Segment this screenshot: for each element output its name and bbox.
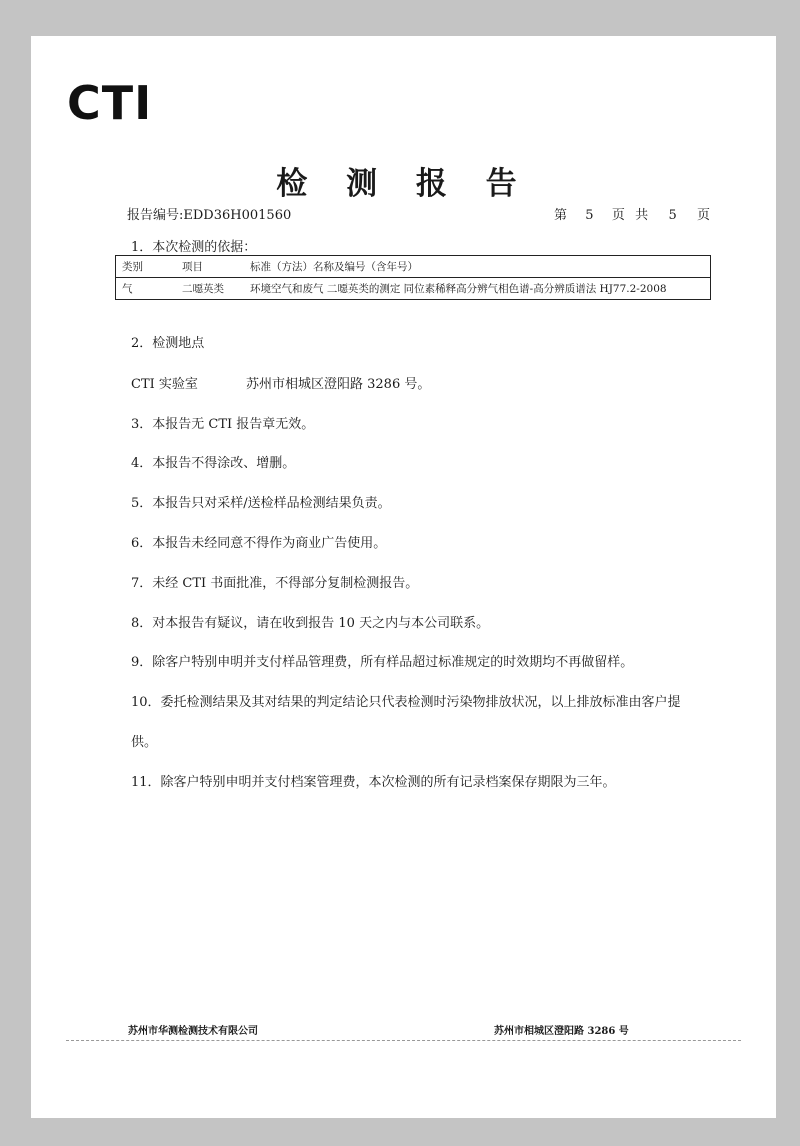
lab-name: CTI 实验室 xyxy=(131,377,198,392)
page-total-unit: 页 xyxy=(697,208,711,223)
section-location-title: 2．检测地点 xyxy=(131,336,205,351)
section-basis-title: 1．本次检测的依据： xyxy=(131,240,257,255)
page-label: 第 xyxy=(554,208,568,223)
note-item: 6．本报告未经同意不得作为商业广告使用。 xyxy=(131,536,387,551)
page-total: 5 xyxy=(668,208,677,223)
footer-address: 苏州市相城区澄阳路 3286 号 xyxy=(494,1026,629,1037)
report-number-label: 报告编号: xyxy=(127,208,184,223)
basis-table xyxy=(115,255,711,300)
note-item: 11．除客户特别申明并支付档案管理费，本次检测的所有记录档案保存期限为三年。 xyxy=(131,775,616,790)
basis-cell-category: 气 xyxy=(122,283,133,295)
page-title: 检 测 报 告 xyxy=(276,166,531,202)
page-indicator xyxy=(554,204,710,223)
basis-header-item: 项目 xyxy=(176,256,244,278)
report-page xyxy=(31,36,776,1118)
basis-cell-item: 二噁英类 xyxy=(182,283,224,295)
basis-table-header xyxy=(116,256,711,278)
lab-address: 苏州市相城区澄阳路 3286 号。 xyxy=(246,377,431,392)
basis-cell-standard: 环境空气和废气 二噁英类的测定 同位素稀释高分辨气相色谱-高分辨质谱法 HJ77.2-2008 xyxy=(250,283,667,295)
basis-header-category: 类别 xyxy=(116,256,177,278)
page-current: 5 xyxy=(585,208,594,223)
note-item: 10．委托检测结果及其对结果的判定结论只代表检测时污染物排放状况，以上排放标准由客户提 xyxy=(131,695,681,710)
page-total-label: 共 xyxy=(635,208,649,223)
footer xyxy=(66,1022,741,1041)
cti-logo: CTI xyxy=(67,76,153,130)
report-number xyxy=(127,204,291,223)
note-item: 8．对本报告有疑议，请在收到报告 10 天之内与本公司联系。 xyxy=(131,616,490,631)
footer-company: 苏州市华测检测技术有限公司 xyxy=(128,1026,258,1037)
note-item: 9．除客户特别申明并支付样品管理费，所有样品超过标准规定的时效期均不再做留样。 xyxy=(131,655,634,670)
basis-header-standard: 标准（方法）名称及编号（含年号） xyxy=(244,256,711,278)
page-unit: 页 xyxy=(611,208,625,223)
note-item: 5．本报告只对采样/送检样品检测结果负责。 xyxy=(131,496,391,511)
report-number-value: EDD36H001560 xyxy=(183,208,292,223)
note-item: 3．本报告无 CTI 报告章无效。 xyxy=(131,417,315,432)
note-item: 4．本报告不得涂改、增删。 xyxy=(131,456,296,471)
table-row xyxy=(116,278,711,300)
note-item: 7．未经 CTI 书面批准，不得部分复制检测报告。 xyxy=(131,576,419,591)
note-item-continuation: 供。 xyxy=(131,735,158,750)
